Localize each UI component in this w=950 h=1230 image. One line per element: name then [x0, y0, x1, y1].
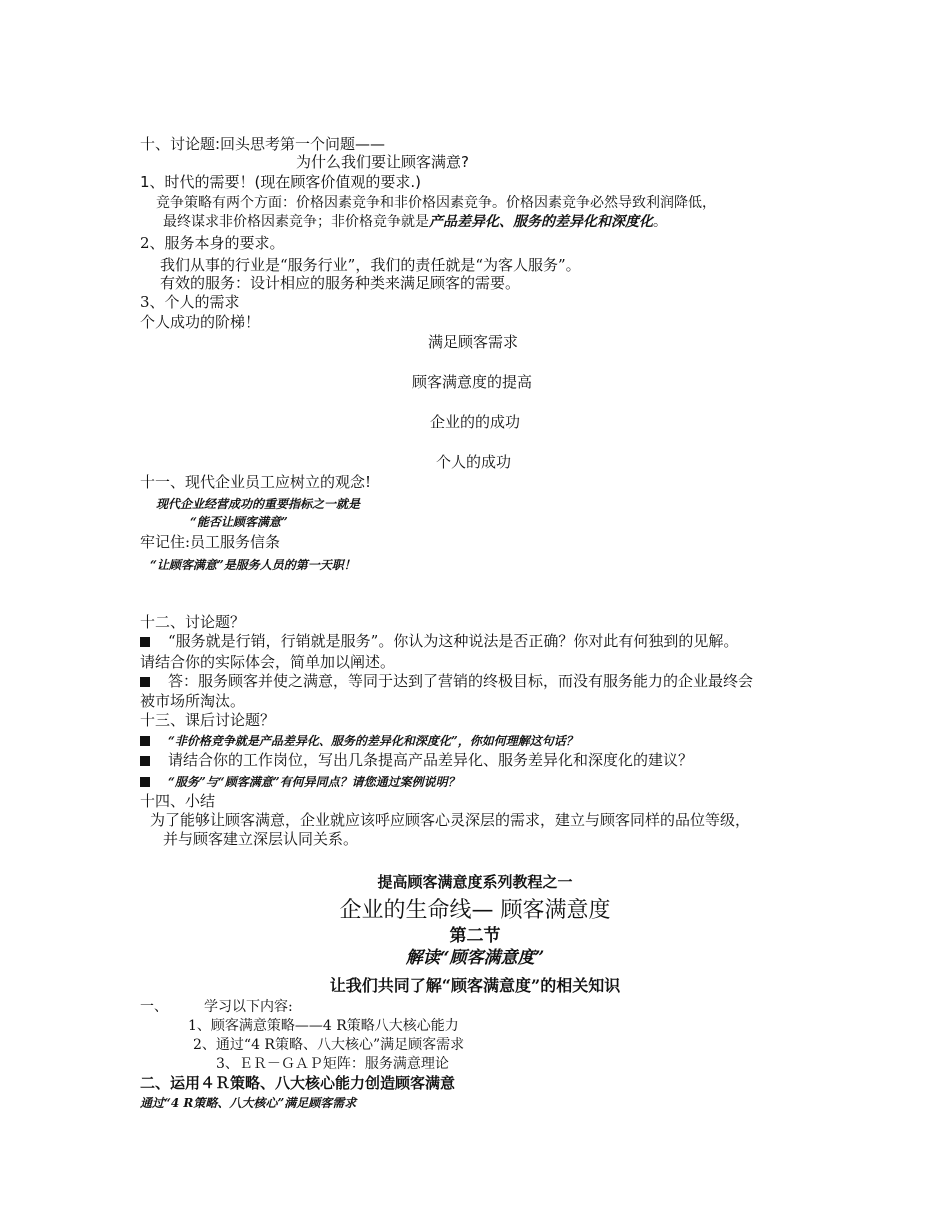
point-3-title: 3、个人的需求 — [140, 293, 240, 311]
point-1-period: 。 — [653, 214, 667, 230]
section-13-item-2-text: 请结合你的工作岗位，写出几条提高产品差异化、服务差异化和深度化的建议？ — [168, 751, 694, 769]
section-13-item-3 — [140, 772, 460, 791]
main-title: 企业的生命线— 顾客满意度 — [339, 898, 611, 923]
part-one-text: 学习以下内容: — [204, 999, 293, 1015]
ladder-title: 个人成功的阶梯！ — [140, 313, 261, 331]
section-13-heading: 十三、课后讨论题？ — [140, 711, 276, 729]
point-2-line-1: 我们从事的行业是“服务行业”，我们的责任就是“为客人服务”。 — [160, 256, 581, 274]
section-12-question-line-2: 请结合你的实际体会，简单加以阐述。 — [140, 653, 396, 671]
section-12-answer-line-2: 被市场所淘汰。 — [140, 692, 246, 710]
section-11-line-2: “能否让顾客满意” — [190, 515, 288, 529]
bullet-square-icon — [140, 736, 150, 746]
learning-item-2: 2、通过“4 R策略、八大核心”满足顾客需求 — [193, 1037, 465, 1053]
ladder-step-4: 个人的成功 — [436, 453, 512, 471]
part-two-subheading: 通过“4 R策略、八大核心”满足顾客需求 — [140, 1096, 357, 1110]
section-label: 第二节 — [449, 926, 501, 946]
point-2-line-2: 有效的服务：设计相应的服务种类来满足顾客的需要。 — [160, 274, 521, 292]
learning-item-1: 1、顾客满意策略——4 R策略八大核心能力 — [188, 1018, 459, 1034]
section-12-heading: 十二、讨论题？ — [140, 613, 246, 631]
subtitle: 解读“顾客满意度” — [405, 948, 545, 968]
section-12-answer-text: 答：服务顾客并使之满意，等同于达到了营销的终极目标，而没有服务能力的企业最终会 — [168, 672, 754, 690]
bullet-square-icon — [140, 637, 150, 647]
section-11-line-1: 现代企业经营成功的重要指标之一就是 — [156, 497, 361, 511]
point-1-line-2 — [163, 213, 667, 231]
part-one-number: 一、 — [140, 999, 168, 1015]
ladder-step-1: 满足顾客需求 — [428, 333, 519, 351]
part-two-heading: 二、运用４Ｒ策略、八大核心能力创造顾客满意 — [140, 1074, 456, 1092]
point-1-line-1: 竞争策略有两个方面：价格因素竞争和非价格因素竞争。价格因素竞争必然导致利润降低， — [156, 195, 716, 211]
section-13-item-1-text: “非价格竞争就是产品差异化、服务的差异化和深度化”，你如何理解这句话？ — [168, 734, 578, 748]
section-13-item-1 — [140, 731, 578, 750]
ladder-step-3: 企业的的成功 — [430, 413, 521, 431]
series-title: 提高顾客满意度系列教程之一 — [377, 873, 573, 891]
point-1-emphasis: 产品差异化、服务的差异化和深度化 — [429, 214, 653, 230]
bullet-square-icon — [140, 777, 150, 787]
learning-item-3: 3、ＥＲ－ＧＡＰ矩阵：服务满意理论 — [216, 1056, 449, 1072]
section-13-item-2 — [140, 751, 693, 769]
ladder-step-2: 顾客满意度的提高 — [412, 373, 533, 391]
section-14-line-1: 为了能够让顾客满意，企业就应该呼应顾客心灵深层的需求，建立与顾客同样的品位等级， — [150, 811, 751, 829]
intro-line: 让我们共同了解“顾客满意度”的相关知识 — [329, 976, 621, 995]
section-14-heading: 十四、小结 — [140, 792, 216, 810]
section-10-question: 为什么我们要让顾客满意? — [296, 153, 469, 171]
section-11-motto: “让顾客满意”是服务人员的第一天职！ — [150, 558, 356, 572]
section-10-heading: 十、讨论题:回头思考第一个问题—— — [140, 135, 386, 153]
point-1-title: 1、时代的需要！(现在顾客价值观的要求.) — [140, 173, 422, 191]
point-1-line-2-text: 最终谋求非价格因素竞争；非价格竞争就是 — [163, 214, 429, 230]
section-12-answer — [140, 672, 753, 690]
section-13-item-3-text: “服务”与“顾客满意”有何异同点？请您通过案例说明？ — [168, 775, 460, 789]
bullet-square-icon — [140, 756, 150, 766]
section-11-remember: 牢记住:员工服务信条 — [140, 533, 281, 551]
section-14-line-2: 并与顾客建立深层认同关系。 — [163, 830, 359, 848]
point-2-title: 2、服务本身的要求。 — [140, 234, 285, 252]
section-11-heading: 十一、现代企业员工应树立的观念! — [140, 473, 372, 491]
section-12-question-text: “服务就是行销，行销就是服务”。你认为这种说法是否正确？你对此有何独到的见解。 — [168, 632, 739, 650]
bullet-square-icon — [140, 677, 150, 687]
section-12-question — [140, 632, 738, 650]
